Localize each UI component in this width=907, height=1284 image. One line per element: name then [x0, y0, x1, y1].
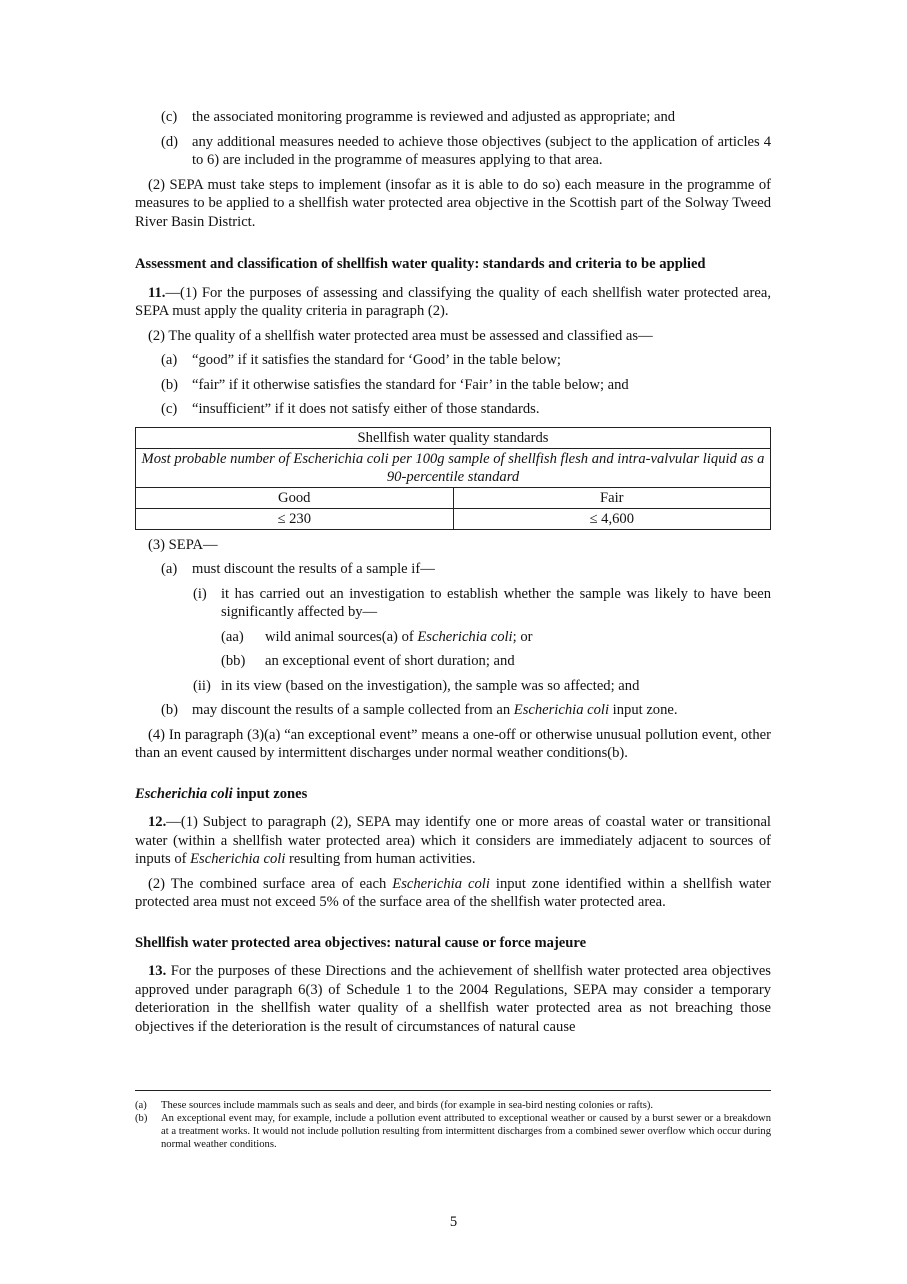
list-item-b: [135, 376, 771, 395]
text-run-italic: Escherichia coli: [392, 875, 490, 892]
list-text: “fair” if it otherwise satisfies the standard for ‘Fair’ in the table below; and: [192, 376, 629, 393]
list-item-c: [135, 108, 771, 127]
list-item-3b: [135, 701, 771, 720]
list-text: any additional measures needed to achieve those objectives (subject to the application of articles 4 to 6) are included in the programme of measures applying to that area.: [192, 133, 771, 168]
list-text: in its view (based on the investigation), the sample was so affected; and: [221, 677, 640, 694]
text-run: input zone identified within a shellfish water protected area must not exceed 5% of the surface area of the shellfish water protected area.: [135, 875, 771, 910]
text-run: wild animal sources(a) of: [265, 628, 418, 645]
list-item-3a: [135, 560, 771, 579]
footnote-a: [135, 1099, 771, 1112]
list-label: (c): [161, 401, 178, 417]
page-number: 5: [449, 1214, 458, 1230]
document-body: [135, 108, 771, 1042]
text-run-italic: Escherichia coli: [417, 628, 513, 645]
footnote-label: (b): [135, 1113, 148, 1124]
list-item-bb: [135, 652, 771, 671]
list-item-a: [135, 351, 771, 370]
text-run: input zone.: [609, 702, 678, 718]
section-heading-assessment: Assessment and classification of shellfish water quality: standards and criteria to be applied: [135, 256, 706, 272]
list-label: (a): [161, 352, 178, 368]
table-header-fair: Fair: [453, 487, 771, 508]
list-text: “good” if it satisfies the standard for ‘Good’ in the table below;: [192, 352, 561, 368]
heading-text: input zones: [232, 785, 308, 802]
list-label: (ii): [193, 677, 211, 694]
quality-standards-table: [135, 427, 771, 530]
footnote-b: [135, 1112, 771, 1151]
section-heading-natural-cause: Shellfish water protected area objectives: natural cause or force majeure: [135, 934, 587, 951]
paragraph-2: (2) SEPA must take steps to implement (insofar as it is able to do so) each measure in the programme of measures to be applied to a shellfish water protected area objective in the Scottish part of the Solway Tweed River Basin District.: [135, 176, 771, 230]
text-run-italic: Escherichia coli: [190, 851, 286, 867]
list-item-3a-ii: [135, 677, 771, 696]
text-run-italic: Escherichia coli: [513, 702, 610, 718]
list-text: an exceptional event of short duration; and: [265, 653, 515, 669]
list-label: (aa): [221, 628, 244, 645]
section-number: 11.: [148, 284, 166, 301]
section-13-para-1: [135, 962, 771, 1036]
table-cell-fair: ≤ 4,600: [453, 508, 771, 529]
section-number: 13.: [148, 963, 167, 979]
list-text: the associated monitoring programme is reviewed and adjusted as appropriate; and: [192, 109, 676, 125]
list-label: (d): [161, 133, 179, 150]
text-run: (2) The combined surface area of each: [148, 875, 393, 892]
list-item-c: [135, 400, 771, 419]
text-run: ; or: [512, 628, 533, 645]
section-11-para-1: [135, 284, 771, 321]
list-item-d: [135, 133, 771, 170]
text-run: —(1) Subject to paragraph (2), SEPA may identify one or more areas of coastal water or transitional water (within a shellfish water protected area) which it considers are immediately adjacent to sources of inputs of: [135, 814, 771, 867]
section-number: 12.: [148, 814, 167, 830]
list-label: (a): [161, 561, 178, 577]
list-label: (c): [161, 109, 178, 125]
section-11-para-4: (4) In paragraph (3)(a) “an exceptional event” means a one-off or otherwise unusual pollution event, other than an event caused by intermittent discharges under normal weather conditions(b).: [135, 726, 771, 761]
list-item-3a-i: [135, 585, 771, 622]
table-header-good: Good: [136, 487, 454, 508]
footnote-text: An exceptional event may, for example, include a pollution event attributed to exceptional weather or caused by a burst sewer or a breakdown at a treatment works. It would not include pollution resulting from intermittent discharges from a combined sewer overflow which occur during normal weather conditions.: [161, 1113, 771, 1150]
section-11-para-2: (2) The quality of a shellfish water protected area must be assessed and classified as—: [148, 327, 653, 344]
list-text: must discount the results of a sample if—: [192, 561, 435, 577]
list-item-aa: [135, 628, 771, 647]
section-11-para-3: (3) SEPA—: [148, 536, 218, 553]
list-text: it has carried out an investigation to establish whether the sample was likely to have been significantly affected by—: [221, 585, 771, 620]
footnotes: [135, 1090, 771, 1151]
list-label: (b): [161, 702, 179, 718]
list-text: “insufficient” if it does not satisfy either of those standards.: [192, 401, 540, 417]
paragraph-text: For the purposes of these Directions and the achievement of shellfish water protected area objectives approved under paragraph 6(3) of Schedule 1 to the 2004 Regulations, SEPA may consider a temporary deterioration in the shellfish water quality of a shellfish water protected area as not breaching those objectives if the deterioration is the result of circumstances of natural cause: [135, 963, 771, 1035]
paragraph-text: —(1) For the purposes of assessing and classifying the quality of each shellfish water protected area, SEPA must apply the quality criteria in paragraph (2).: [135, 284, 771, 319]
footnote-text: These sources include mammals such as seals and deer, and birds (for example in sea-bird nesting colonies or rafts).: [161, 1100, 654, 1111]
list-text: [192, 702, 678, 718]
section-12-para-2: [135, 875, 771, 912]
table-subtitle: Most probable number of Escherichia coli per 100g sample of shellfish flesh and intra-valvular liquid as a 90-percentile standard: [136, 448, 771, 487]
list-text: [265, 629, 533, 645]
list-label: (bb): [221, 653, 246, 669]
text-run: may discount the results of a sample collected from an: [192, 702, 514, 718]
list-label: (b): [161, 376, 179, 393]
list-label: (i): [193, 585, 207, 602]
table-cell-good: ≤ 230: [136, 508, 454, 529]
heading-italic: Escherichia coli: [135, 785, 233, 802]
text-run: resulting from human activities.: [285, 851, 476, 867]
section-heading-input-zones: [135, 785, 771, 804]
section-12-para-1: [135, 813, 771, 869]
table-title: Shellfish water quality standards: [136, 427, 771, 448]
footnote-label: (a): [135, 1100, 147, 1111]
